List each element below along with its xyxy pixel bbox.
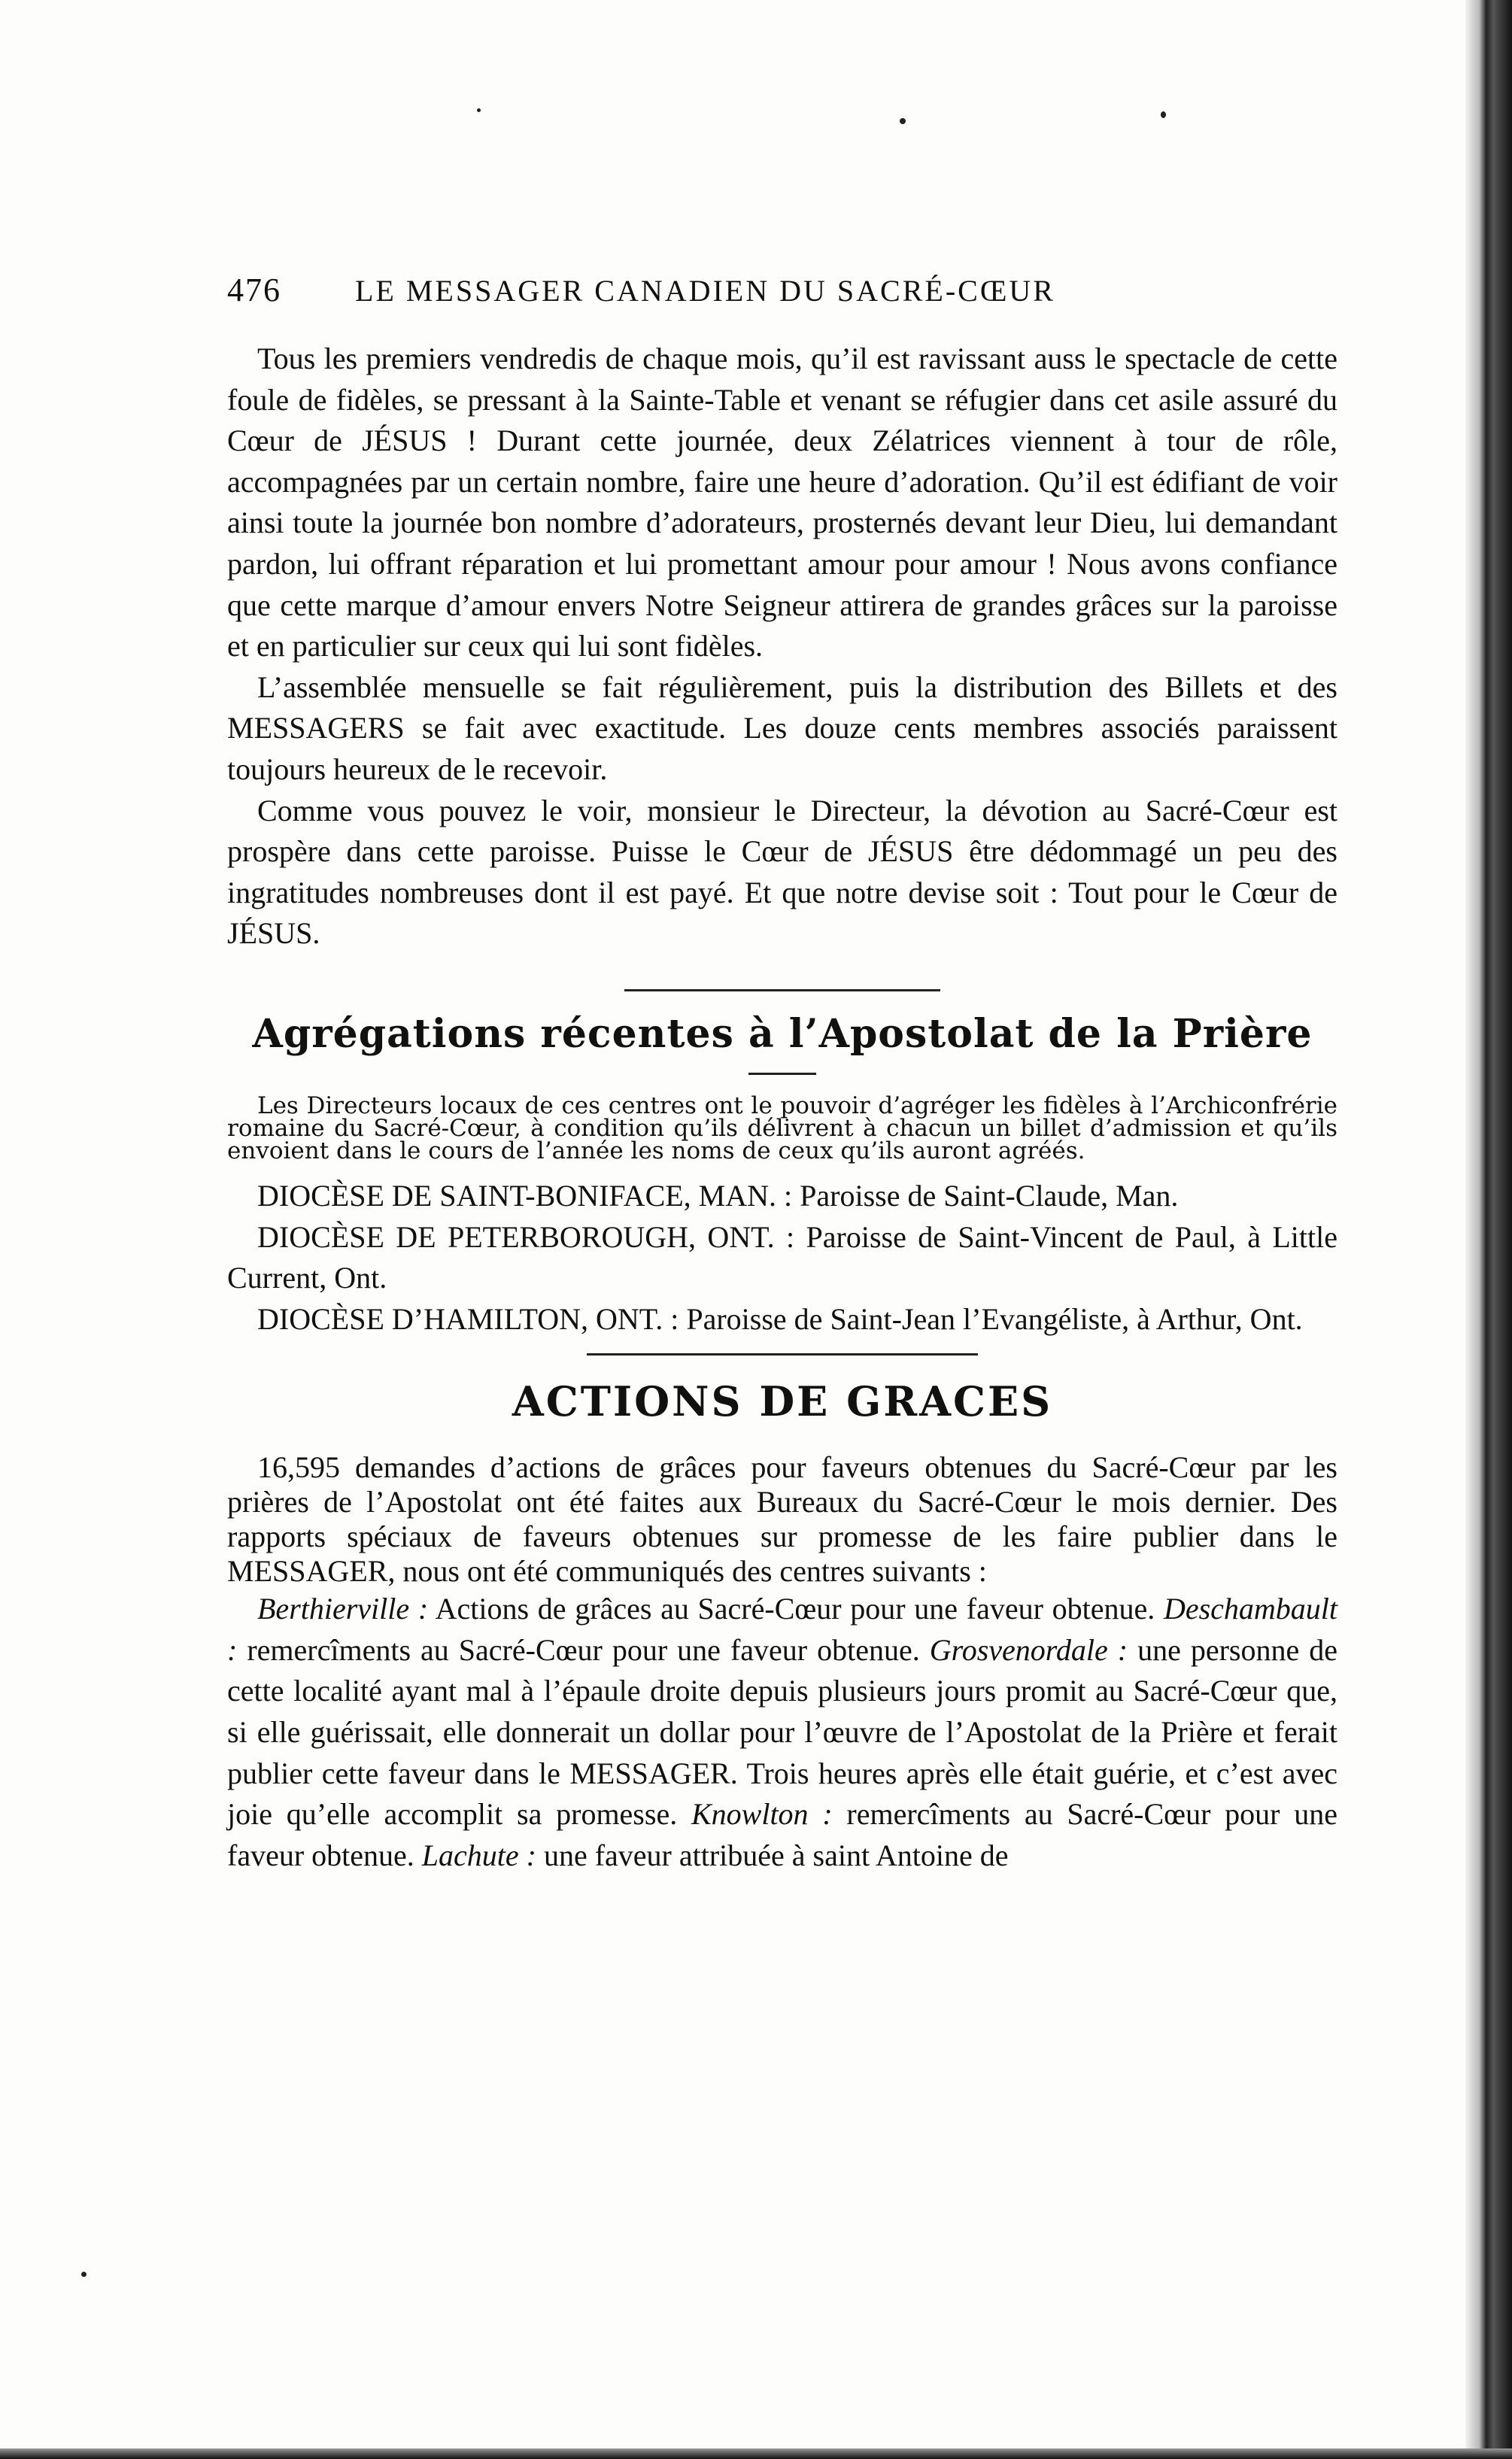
favour-text: remercîments au Sacré-Cœur pour une faveur obtenue. — [227, 1797, 1337, 1872]
favour-place: Knowlton : — [691, 1797, 833, 1832]
diocese-name: DIOCÈSE DE PETERBOROUGH, ONT. — [257, 1219, 775, 1254]
aggregations-note: Les Directeurs locaux de ces centres ont le pouvoir d’agréger les fidèles à l’Archiconfrérie romaine du Sacré-Cœur, à condition qu’ils délivrent à chacun un billet d’admission et qu’ils envoient dans le cours de l’année les noms de ceux qu’ils auront agréés. — [227, 1091, 1337, 1164]
diocese-parish: : Paroisse de Saint-Jean l’Evangéliste, à Arthur, Ont. — [663, 1301, 1303, 1336]
favour-text: une personne de cette localité ayant mal à l’épaule droite depuis plusieurs jours promit au Sacré-Cœur que, si elle guérissait, elle donnerait un dollar pour l’œuvre de l’Apostolat de la Prière et ferait publier cette faveur dans le MESSAGER. Trois heures après elle était guérie, et c’est avec joie qu’elle accomplit sa promesse. — [227, 1632, 1337, 1832]
body-paragraph-1: Tous les premiers vendredis de chaque mois, qu’il est ravissant auss le spectacle de cette foule de fidèles, se pressant à la Sainte-Table et venant se réfugier dans cet asile assuré du Cœur de JÉSUS ! Durant cette journée, deux Zélatrices viennent à tour de rôle, accompagnées par un certain nombre, faire une heure d’adoration. Qu’il est édifiant de voir ainsi toute la journée bon nombre d’adorateurs, prosternés devant leur Dieu, lui demandant pardon, lui offrant réparation et lui promettant amour pour amour ! Nous avons confiance que cette marque d’amour envers Notre Seigneur attirera de grandes grâces sur la paroisse et en particulier sur ceux qui lui sont fidèles. — [227, 342, 1337, 663]
favour-place: Lachute : — [421, 1838, 536, 1872]
favour-place: Deschambault : — [227, 1592, 1338, 1667]
running-title: LE MESSAGER CANADIEN DU SACRÉ-CŒUR — [355, 274, 1055, 308]
diocese-name: DIOCÈSE DE SAINT-BONIFACE, MAN. — [257, 1178, 777, 1213]
actions-intro: 16,595 demandes d’actions de grâces pour faveurs obtenues du Sacré-Cœur par les prières de l’Apostolat ont été faites aux Bureaux du Sacré-Cœur le mois dernier. Des rapports spéciaux de faveurs obtenues sur promesse de les faire publier dans le MESSAGER, nous ont été communiqués des centres suivants : — [227, 1450, 1337, 1589]
diocese-entry — [227, 1299, 1337, 1340]
favours-paragraph — [227, 1589, 1337, 1876]
favour-text: une faveur attribuée à saint Antoine de — [536, 1838, 1009, 1872]
diocese-entry — [227, 1176, 1337, 1217]
diocese-entry — [227, 1217, 1337, 1299]
favour-place: Berthierville : — [257, 1592, 429, 1626]
diocese-name: DIOCÈSE D’HAMILTON, ONT. — [257, 1301, 663, 1336]
page-binding-edge — [1465, 0, 1512, 2459]
running-header — [227, 271, 1337, 308]
body-paragraph-3: Comme vous pouvez le voir, monsieur le Directeur, la dévotion au Sacré-Cœur est prospère dans cette paroisse. Puisse le Cœur de JÉSUS être dédommagé un peu des ingratitudes nombreuses dont il est payé. Et que notre devise soit : Tout pour le Cœur de JÉSUS. — [227, 793, 1337, 951]
aggregations-heading: Agrégations récentes à l’Apostolat de la Prière — [252, 1010, 1313, 1057]
text-column — [227, 271, 1337, 1876]
favour-text: remercîments au Sacré-Cœur pour une faveur obtenue. — [237, 1632, 930, 1667]
heading-underline — [748, 1073, 816, 1075]
page-bottom-edge — [0, 2448, 1512, 2459]
body-paragraph-2: L’assemblée mensuelle se fait régulièrement, puis la distribution des Billets et des MESSAGERS se fait avec exactitude. Les douze cents membres associés paraissent toujours heureux de le recevoir. — [227, 669, 1337, 786]
favour-place: Grosvenordale : — [929, 1632, 1128, 1667]
diocese-parish: : Paroisse de Saint-Claude, Man. — [776, 1178, 1179, 1213]
favour-text: Actions de grâces au Sacré-Cœur pour une faveur obtenue. — [428, 1592, 1164, 1626]
section-divider — [587, 1353, 978, 1355]
diocese-parish: : Paroisse de Saint-Vincent de Paul, à Little Current, Ont. — [227, 1219, 1338, 1295]
actions-heading: ACTIONS DE GRACES — [512, 1377, 1053, 1426]
section-divider — [624, 989, 940, 991]
page-number: 476 — [227, 272, 281, 308]
